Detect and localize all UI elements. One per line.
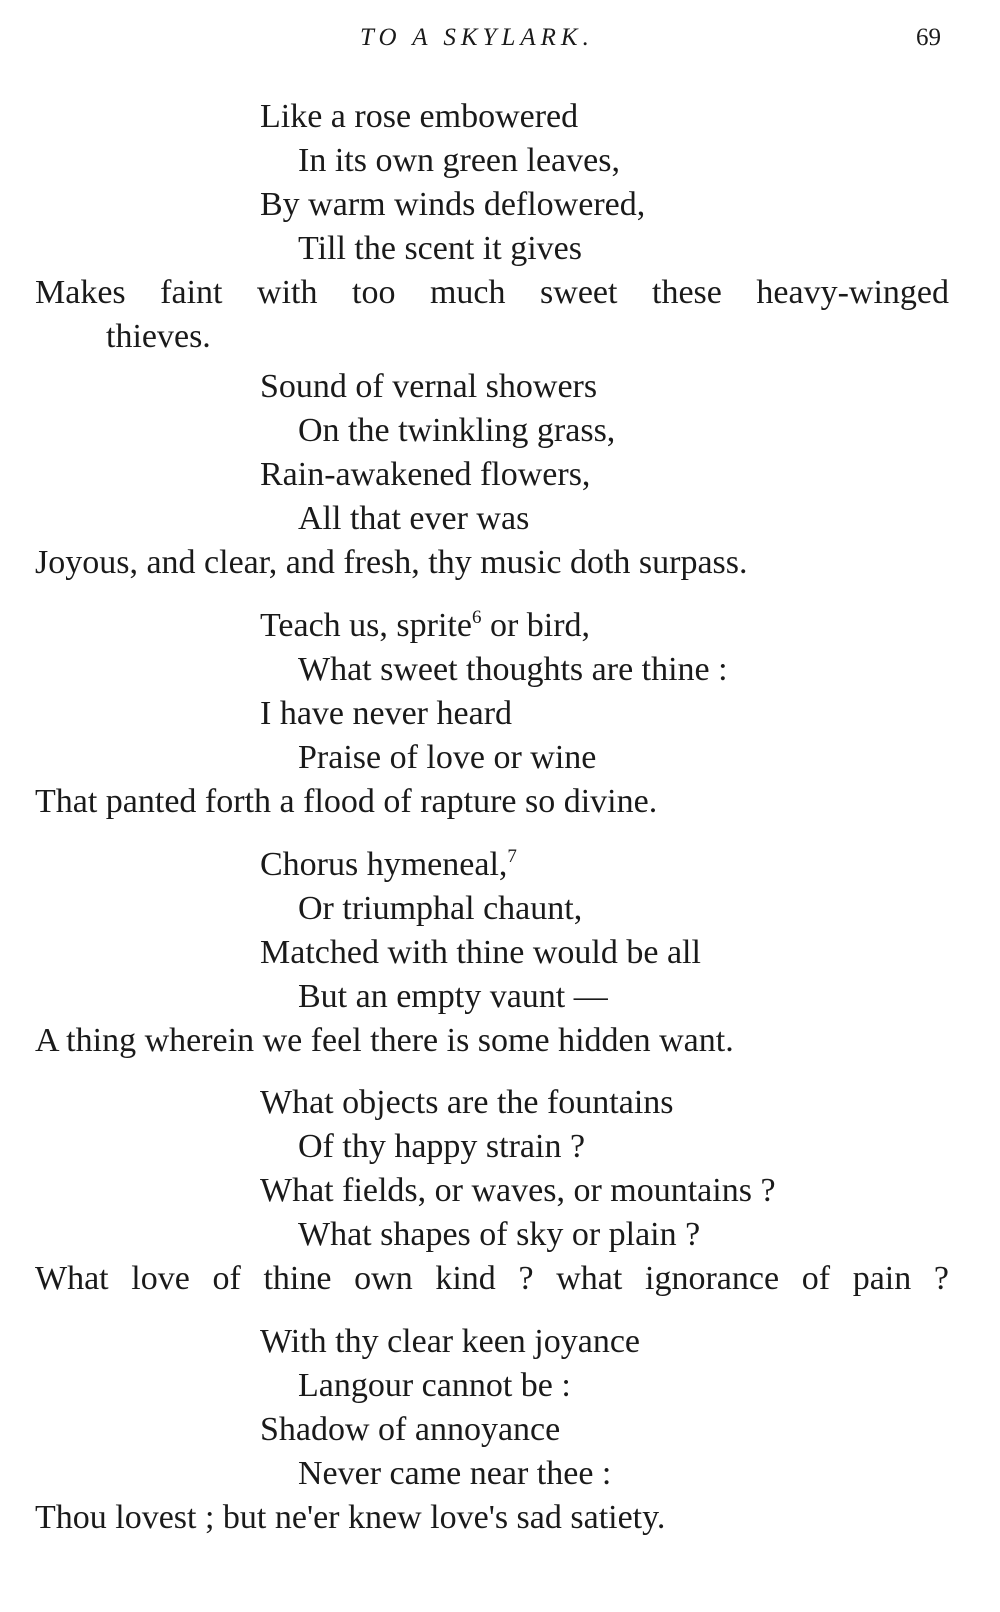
verse-line: What love of thine own kind ? what ignorance of pain ? xyxy=(35,1260,949,1297)
verse-line: On the twinkling grass, xyxy=(298,412,616,449)
verse-line: What objects are the fountains xyxy=(260,1084,674,1121)
page-number: 69 xyxy=(916,24,941,51)
verse-line xyxy=(260,845,517,885)
verse-line: Shadow of annoyance xyxy=(260,1411,561,1448)
footnote-marker[interactable]: 6 xyxy=(471,607,482,628)
verse-line: Of thy happy strain ? xyxy=(298,1128,586,1165)
verse-line: Rain-awakened flowers, xyxy=(260,456,591,493)
verse-line: But an empty vaunt — xyxy=(298,978,608,1015)
verse-line: I have never heard xyxy=(260,695,513,732)
verse-line: In its own green leaves, xyxy=(298,142,620,179)
verse-line: What fields, or waves, or mountains ? xyxy=(260,1172,776,1209)
verse-line-continuation: thieves. xyxy=(106,318,211,355)
verse-line: Or triumphal chaunt, xyxy=(298,890,583,927)
verse-text: Teach us, sprite xyxy=(260,607,472,644)
verse-line: Matched with thine would be all xyxy=(260,934,701,971)
footnote-marker[interactable]: 7 xyxy=(507,846,517,867)
verse-text: Chorus hymeneal, xyxy=(260,846,508,883)
verse-line: What sweet thoughts are thine : xyxy=(298,651,728,688)
verse-text: or bird, xyxy=(481,607,591,644)
verse-line: Never came near thee : xyxy=(298,1455,612,1492)
running-title: TO A SKYLARK. xyxy=(360,24,594,51)
verse-line: A thing wherein we feel there is some hidden want. xyxy=(35,1022,734,1059)
verse-line: What shapes of sky or plain ? xyxy=(298,1216,701,1253)
verse-line: Praise of love or wine xyxy=(298,739,597,776)
verse-line: Langour cannot be : xyxy=(298,1367,571,1404)
verse-line: Thou lovest ; but ne'er knew love's sad satiety. xyxy=(35,1499,666,1536)
running-head xyxy=(0,24,1000,58)
verse-line: Till the scent it gives xyxy=(298,230,582,267)
verse-line: With thy clear keen joyance xyxy=(260,1323,641,1360)
verse-line: Sound of vernal showers xyxy=(260,368,598,405)
verse-line: Like a rose embowered xyxy=(260,98,579,135)
verse-line: Joyous, and clear, and fresh, thy music doth surpass. xyxy=(35,544,748,581)
verse-line: Makes faint with too much sweet these heavy-winged xyxy=(35,274,949,311)
verse-line: That panted forth a flood of rapture so divine. xyxy=(35,783,658,820)
verse-line: All that ever was xyxy=(298,500,530,537)
verse-line: By warm winds deflowered, xyxy=(260,186,646,223)
verse-line xyxy=(260,606,590,646)
